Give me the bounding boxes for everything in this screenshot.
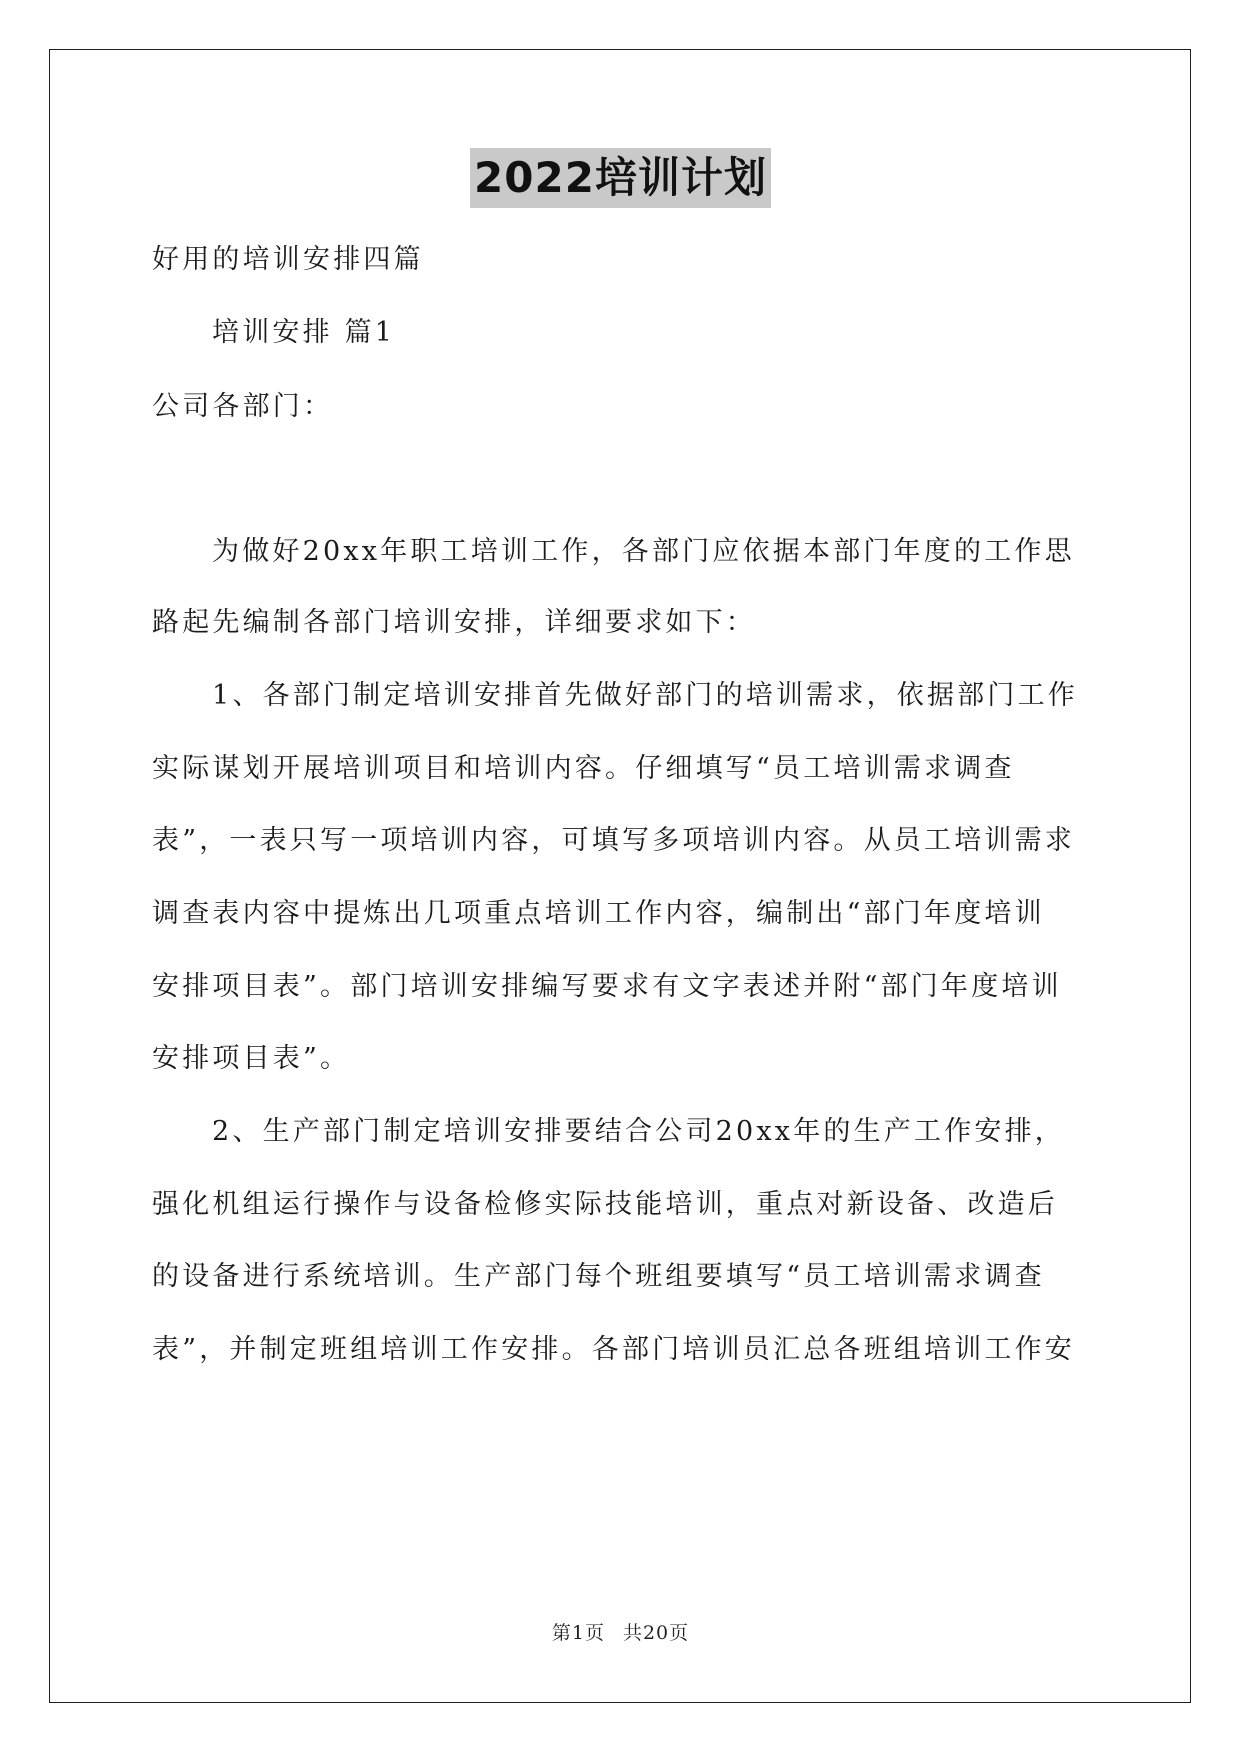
- body-line: 表”，并制定班组培训工作安排。各部门培训员汇总各班组培训工作安: [152, 1334, 1076, 1365]
- body-line: 2、生产部门制定培训安排要结合公司20xx年的生产工作安排，: [212, 1116, 1065, 1147]
- page-footer: [0, 1618, 1241, 1645]
- salutation: 公司各部门：: [152, 391, 334, 422]
- body-line: 的设备进行系统培训。生产部门每个班组要填写“员工培训需求调查: [152, 1261, 1045, 1292]
- body-line: 调查表内容中提炼出几项重点培训工作内容，编制出“部门年度培训: [152, 898, 1045, 929]
- title-container: [0, 148, 1241, 208]
- body-line: 为做好20xx年职工培训工作，各部门应依据本部门年度的工作思: [212, 536, 1075, 567]
- body-line: 实际谋划开展培训项目和培训内容。仔细填写“员工培训需求调查: [152, 753, 1015, 784]
- body-line: 1、各部门制定培训安排首先做好部门的培训需求，依据部门工作: [212, 680, 1078, 711]
- body-line: 安排项目表”。部门培训安排编写要求有文字表述并附“部门年度培训: [152, 971, 1062, 1002]
- body-line: 表”，一表只写一项培训内容，可填写多项培训内容。从员工培训需求: [152, 825, 1076, 856]
- subtitle: 好用的培训安排四篇: [152, 244, 424, 275]
- body-line: 安排项目表”。: [152, 1043, 351, 1074]
- document-title: 2022培训计划: [470, 148, 771, 208]
- section-heading: 培训安排 篇1: [212, 317, 396, 348]
- page-border: [49, 49, 1191, 1703]
- page-total: 共20页: [622, 1622, 690, 1644]
- body-line: 强化机组运行操作与设备检修实际技能培训，重点对新设备、改造后: [152, 1189, 1058, 1220]
- page-number: 第1页: [551, 1622, 605, 1644]
- body-line: 路起先编制各部门培训安排，详细要求如下：: [152, 607, 756, 638]
